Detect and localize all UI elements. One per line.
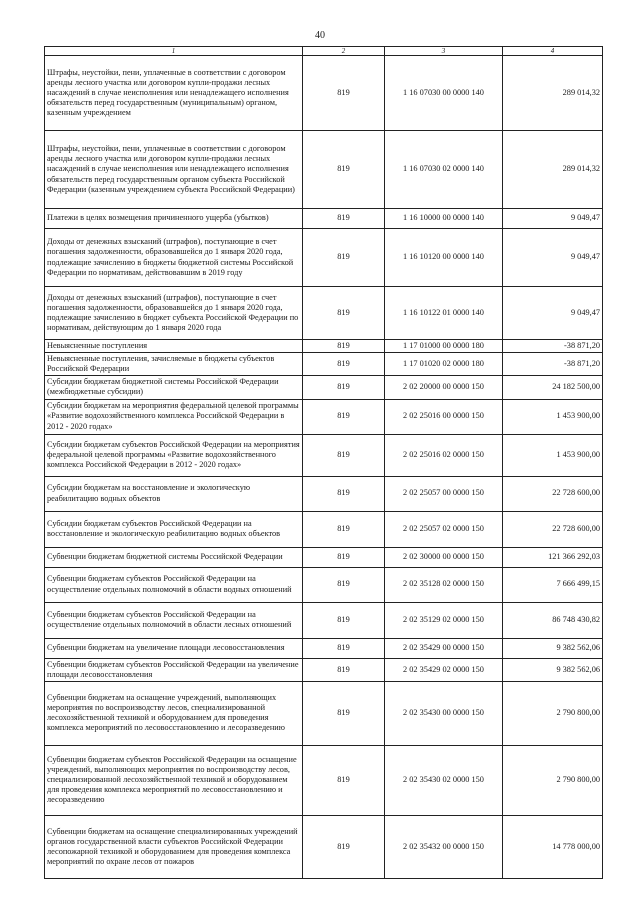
row-amount-cell: 2 790 800,00 — [503, 681, 603, 745]
row-admin-code-cell: 819 — [303, 567, 385, 602]
row-name-cell: Невыясненные поступления — [45, 340, 303, 353]
table-row — [45, 658, 603, 681]
row-name-cell: Субвенции бюджетам на увеличение площади лесовосстановления — [45, 638, 303, 658]
row-admin-code-cell: 819 — [303, 229, 385, 287]
row-amount-cell: 9 049,47 — [503, 209, 603, 229]
row-budget-code-cell: 2 02 35128 02 0000 150 — [385, 567, 503, 602]
row-name-cell: Платежи в целях возмещения причиненного ущерба (убытков) — [45, 209, 303, 229]
row-admin-code-cell: 819 — [303, 638, 385, 658]
table-row — [45, 353, 603, 376]
row-budget-code-cell: 2 02 25057 00 0000 150 — [385, 476, 503, 511]
table-row — [45, 476, 603, 511]
row-amount-cell: -38 871,20 — [503, 340, 603, 353]
table-row — [45, 511, 603, 547]
table-row — [45, 602, 603, 638]
row-name-cell: Субсидии бюджетам бюджетной системы Российской Федерации (межбюджетные субсидии) — [45, 376, 303, 399]
row-budget-code-cell: 2 02 35129 02 0000 150 — [385, 602, 503, 638]
row-budget-code-cell: 1 17 01020 02 0000 180 — [385, 353, 503, 376]
row-admin-code-cell: 819 — [303, 340, 385, 353]
row-admin-code-cell: 819 — [303, 602, 385, 638]
table-row — [45, 56, 603, 131]
table-row — [45, 131, 603, 209]
table-row — [45, 376, 603, 399]
row-admin-code-cell: 819 — [303, 511, 385, 547]
row-name-cell: Субсидии бюджетам субъектов Российской Федерации на восстановление и экологическую реабилитацию водных объектов — [45, 511, 303, 547]
column-number-3: 3 — [385, 47, 503, 56]
row-admin-code-cell: 819 — [303, 681, 385, 745]
row-amount-cell: 289 014,32 — [503, 56, 603, 131]
table-body — [45, 56, 603, 879]
row-admin-code-cell: 819 — [303, 131, 385, 209]
row-name-cell: Субвенции бюджетам бюджетной системы Российской Федерации — [45, 547, 303, 567]
table-row — [45, 567, 603, 602]
row-budget-code-cell: 2 02 30000 00 0000 150 — [385, 547, 503, 567]
row-name-cell: Невыясненные поступления, зачисляемые в бюджеты субъектов Российской Федерации — [45, 353, 303, 376]
column-number-2: 2 — [303, 47, 385, 56]
row-admin-code-cell: 819 — [303, 434, 385, 476]
row-amount-cell: 86 748 430,82 — [503, 602, 603, 638]
row-budget-code-cell: 1 16 10122 01 0000 140 — [385, 287, 503, 340]
row-budget-code-cell: 2 02 35432 00 0000 150 — [385, 815, 503, 878]
row-amount-cell: 1 453 900,00 — [503, 434, 603, 476]
row-budget-code-cell: 1 16 10120 00 0000 140 — [385, 229, 503, 287]
row-name-cell: Субвенции бюджетам субъектов Российской Федерации на оснащение учреждений, выполняющих мероприятия по воспроизводству лесов, специализированной лесохозяйственной техникой и оборудованием для проведения комплекса мероприятий по лесовосстановлению и лесоразведению — [45, 745, 303, 815]
row-name-cell: Субвенции бюджетам субъектов Российской Федерации на увеличение площади лесовосстановления — [45, 658, 303, 681]
table-row — [45, 209, 603, 229]
row-budget-code-cell: 2 02 35429 00 0000 150 — [385, 638, 503, 658]
row-budget-code-cell: 1 16 10000 00 0000 140 — [385, 209, 503, 229]
row-name-cell: Субвенции бюджетам субъектов Российской Федерации на осуществление отдельных полномочий в области лесных отношений — [45, 602, 303, 638]
row-budget-code-cell: 2 02 25016 00 0000 150 — [385, 399, 503, 434]
column-number-1: 1 — [45, 47, 303, 56]
revenue-table — [44, 46, 603, 879]
table-row — [45, 745, 603, 815]
table-row — [45, 229, 603, 287]
row-name-cell: Доходы от денежных взысканий (штрафов), поступающие в счет погашения задолженности, образовавшейся до 1 января 2020 года, подлежащие зачислению в бюджеты бюджетной системы Российской Федерации по нормативам, действовавшим в 2019 году — [45, 229, 303, 287]
row-name-cell: Субсидии бюджетам на восстановление и экологическую реабилитацию водных объектов — [45, 476, 303, 511]
row-admin-code-cell: 819 — [303, 56, 385, 131]
row-budget-code-cell: 1 16 07030 02 0000 140 — [385, 131, 503, 209]
row-amount-cell: 289 014,32 — [503, 131, 603, 209]
table-row — [45, 547, 603, 567]
table-row — [45, 399, 603, 434]
row-admin-code-cell: 819 — [303, 815, 385, 878]
row-admin-code-cell: 819 — [303, 476, 385, 511]
row-admin-code-cell: 819 — [303, 209, 385, 229]
table-row — [45, 638, 603, 658]
row-amount-cell: 121 366 292,03 — [503, 547, 603, 567]
column-number-4: 4 — [503, 47, 603, 56]
row-amount-cell: 14 778 000,00 — [503, 815, 603, 878]
row-budget-code-cell: 2 02 35429 02 0000 150 — [385, 658, 503, 681]
row-amount-cell: 7 666 499,15 — [503, 567, 603, 602]
row-amount-cell: 22 728 600,00 — [503, 511, 603, 547]
table-row — [45, 434, 603, 476]
row-name-cell: Субвенции бюджетам на оснащение специализированных учреждений органов государственной власти субъектов Российской Федерации лесопожарной техникой и оборудованием для проведения комплекса мероприятий по охране лесов от пожаров — [45, 815, 303, 878]
row-budget-code-cell: 2 02 35430 00 0000 150 — [385, 681, 503, 745]
row-budget-code-cell: 2 02 25057 02 0000 150 — [385, 511, 503, 547]
row-budget-code-cell: 2 02 20000 00 0000 150 — [385, 376, 503, 399]
row-name-cell: Штрафы, неустойки, пени, уплаченные в соответствии с договором аренды лесного участка или договором купли-продажи лесных насаждений в случае неисполнения или ненадлежащего исполнения обязательств перед государственным органом субъекта Российской Федерации (казенным учреждением субъекта Российской Федерации) — [45, 131, 303, 209]
row-name-cell: Штрафы, неустойки, пени, уплаченные в соответствии с договором аренды лесного участка или договором купли-продажи лесных насаждений в случае неисполнения или ненадлежащего исполнения обязательств перед государственным (муниципальным) органом, казенным учреждением — [45, 56, 303, 131]
row-name-cell: Доходы от денежных взысканий (штрафов), поступающие в счет погашения задолженности, образовавшейся до 1 января 2020 года, подлежащие зачислению в бюджет субъекта Российской Федерации по нормативам, действующим до 1 января 2020 года — [45, 287, 303, 340]
row-admin-code-cell: 819 — [303, 547, 385, 567]
row-budget-code-cell: 2 02 35430 02 0000 150 — [385, 745, 503, 815]
row-budget-code-cell: 1 16 07030 00 0000 140 — [385, 56, 503, 131]
row-amount-cell: 9 382 562,06 — [503, 638, 603, 658]
row-amount-cell: 22 728 600,00 — [503, 476, 603, 511]
row-amount-cell: 9 382 562,06 — [503, 658, 603, 681]
table-row — [45, 815, 603, 878]
row-amount-cell: -38 871,20 — [503, 353, 603, 376]
row-admin-code-cell: 819 — [303, 287, 385, 340]
table-row — [45, 340, 603, 353]
row-admin-code-cell: 819 — [303, 399, 385, 434]
row-amount-cell: 1 453 900,00 — [503, 399, 603, 434]
row-admin-code-cell: 819 — [303, 376, 385, 399]
table-row — [45, 681, 603, 745]
table-row — [45, 287, 603, 340]
row-admin-code-cell: 819 — [303, 658, 385, 681]
row-name-cell: Субвенции бюджетам на оснащение учреждений, выполняющих мероприятия по воспроизводству лесов, специализированной лесохозяйственной техникой и оборудованием для проведения комплекса мероприятий по лесовосстановлению и лесоразведению — [45, 681, 303, 745]
row-name-cell: Субсидии бюджетам на мероприятия федеральной целевой программы «Развитие водохозяйственного комплекса Российской Федерации в 2012 - 2020 годах» — [45, 399, 303, 434]
page-number: 40 — [315, 30, 325, 41]
row-amount-cell: 9 049,47 — [503, 229, 603, 287]
row-name-cell: Субвенции бюджетам субъектов Российской Федерации на осуществление отдельных полномочий в области водных отношений — [45, 567, 303, 602]
row-amount-cell: 9 049,47 — [503, 287, 603, 340]
row-budget-code-cell: 1 17 01000 00 0000 180 — [385, 340, 503, 353]
row-admin-code-cell: 819 — [303, 353, 385, 376]
row-amount-cell: 2 790 800,00 — [503, 745, 603, 815]
row-admin-code-cell: 819 — [303, 745, 385, 815]
row-amount-cell: 24 182 500,00 — [503, 376, 603, 399]
row-name-cell: Субсидии бюджетам субъектов Российской Федерации на мероприятия федеральной целевой программы «Развитие водохозяйственного комплекса Российской Федерации в 2012 - 2020 годах» — [45, 434, 303, 476]
column-number-row — [45, 47, 603, 56]
row-budget-code-cell: 2 02 25016 02 0000 150 — [385, 434, 503, 476]
